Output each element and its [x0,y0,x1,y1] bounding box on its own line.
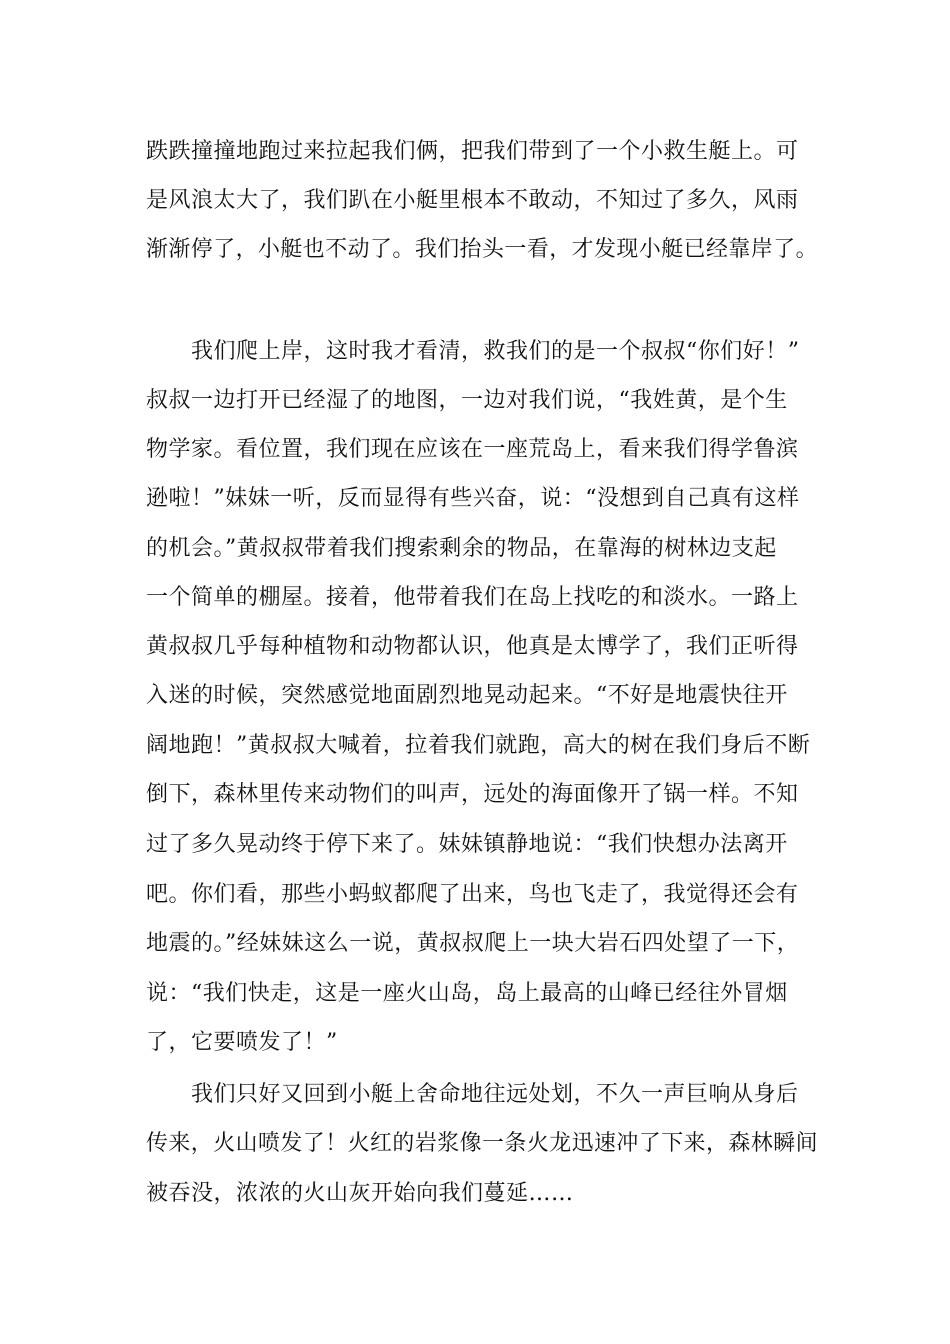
text-line: 我们只好又回到小艇上舍命地往远处划，不久一声巨响从身后 [191,1082,799,1107]
text-line: 被吞没，浓浓的火山灰开始向我们蔓延…… [146,1181,574,1206]
text-line: 一个简单的棚屋。接着，他带着我们在岛上找吃的和淡水。一路上 [146,585,799,610]
text-line: 地震的。”经妹妹这么一说，黄叔叔爬上一块大岩石四处望了一下， [146,931,800,956]
text-line: 物学家。看位置，我们现在应该在一座荒岛上，看来我们得学鲁滨 [146,437,799,462]
text-line: 传来，火山喷发了！火红的岩浆像一条火龙迅速冲了下来，森林瞬间 [146,1131,819,1156]
text-line: 过了多久晃动终于停下来了。妹妹镇静地说：“我们快想办法离开 [146,832,788,857]
text-line: 说：“我们快走，这是一座火山岛，岛上最高的山峰已经往外冒烟 [146,981,788,1006]
text-line: 入迷的时候，突然感觉地面剧烈地晃动起来。“不好是地震快往开 [146,683,788,708]
text-line: 跌跌撞撞地跑过来拉起我们俩，把我们带到了一个小救生艇上。可 [146,139,799,164]
text-line: 黄叔叔几乎每种植物和动物都认识，他真是太博学了，我们正听得 [146,634,799,659]
text-line: 渐渐停了，小艇也不动了。我们抬头一看，才发现小艇已经靠岸了。 [146,237,819,262]
text-line: 阔地跑！”黄叔叔大喊着，拉着我们就跑，高大的树在我们身后不断 [146,733,811,758]
text-line: 叔叔一边打开已经湿了的地图，一边对我们说，“我姓黄，是个生 [146,388,788,413]
text-line: 了，它要喷发了！” [146,1030,338,1055]
text-line: 吧。你们看，那些小蚂蚁都爬了出来，鸟也飞走了，我觉得还会有 [146,882,799,907]
text-line: 是风浪太大了，我们趴在小艇里根本不敢动，不知过了多久，风雨 [146,188,799,213]
text-line: 倒下，森林里传来动物们的叫声，远处的海面像开了锅一样。不知 [146,782,799,807]
text-line: 的机会。”黄叔叔带着我们搜索剩余的物品，在靠海的树林边支起 [146,536,777,561]
text-line: 逊啦！”妹妹一听，反而显得有些兴奋，说：“没想到自己真有这样 [146,486,800,511]
text-line: 我们爬上岸，这时我才看清，救我们的是一个叔叔“你们好！” [191,339,800,364]
